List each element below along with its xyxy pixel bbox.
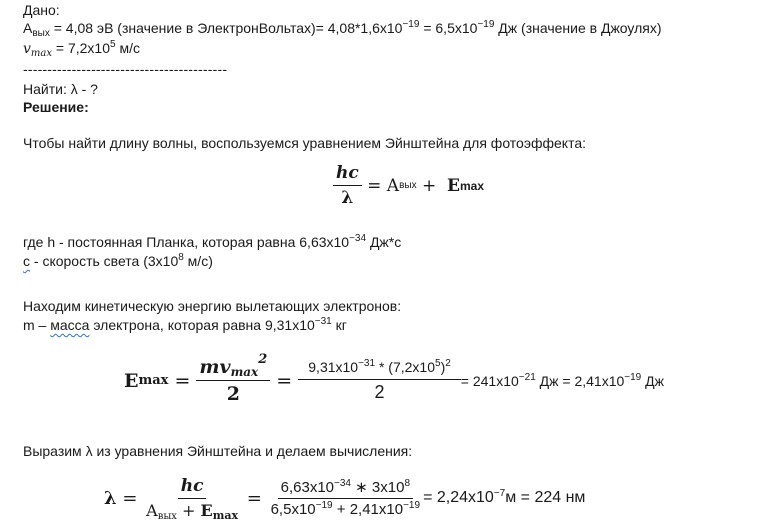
- einstein-a: A: [386, 175, 400, 196]
- einstein-e: E: [447, 175, 460, 196]
- kinetic-den2: 2: [374, 381, 385, 402]
- work-function-line: [23, 20, 662, 37]
- given-heading: Дано:: [23, 2, 60, 18]
- intro-text: Чтобы найти длину волны, воспользуемся уравнением Эйнштейна для фотоэффекта:: [23, 135, 587, 151]
- wavelength-den1: [143, 499, 241, 520]
- wavelength-num2-exp2: 8: [404, 478, 410, 489]
- planck-line: [23, 234, 401, 251]
- wavelength-res-a: = 2,24x10: [423, 489, 494, 506]
- kinetic-fraction2: [298, 359, 461, 403]
- wavelength-equals2: =: [241, 487, 268, 509]
- wavelength-num2-b: ∗ 3x10: [351, 479, 405, 496]
- wavelength-den2-a: 6,5x10: [270, 501, 316, 518]
- mass-dash: –: [34, 317, 51, 333]
- kinetic-den1: 2: [226, 383, 240, 405]
- kinetic-num1-mv: mv: [199, 356, 231, 378]
- kinetic-equals2: =: [270, 369, 299, 392]
- c-text1: - скорость света (3x10: [30, 253, 179, 269]
- einstein-numerator: hc: [333, 163, 362, 186]
- c-symbol: c: [23, 253, 30, 269]
- mass-word: масса: [50, 317, 90, 333]
- wavelength-den1-a: A: [146, 501, 158, 520]
- velocity-text1: = 7,2x10: [52, 40, 111, 56]
- kinetic-equation: E max = $\frac{mv_{max}^2}{2}$ = $\frac{9,31x10^{-31} * (7,2x10^5)^2}{2}$ = $241x10^{-21}$ Дж = $2,41x10^{-19}$ Дж: [124, 352, 664, 405]
- mass-line: [23, 317, 347, 334]
- kinetic-num1-sub: max: [230, 365, 259, 379]
- kinetic-num1-exp: 2: [258, 352, 268, 367]
- wavelength-den2: [268, 499, 423, 518]
- mass-exp: −31: [314, 316, 332, 327]
- wavelength-res-exp: −7: [493, 488, 506, 499]
- velocity-symbol: v: [23, 41, 31, 57]
- planck-exp: −34: [349, 233, 367, 244]
- kinetic-res2-b: Дж: [641, 372, 664, 389]
- velocity-text2: м/с: [115, 40, 140, 56]
- find-line: Найти: λ - ?: [23, 81, 98, 97]
- wavelength-fraction1: [143, 476, 241, 520]
- mass-symbol: m: [23, 317, 35, 333]
- dash-separator: ------------------------------------------: [23, 61, 228, 77]
- kinetic-num2-exp2: 5: [435, 357, 441, 369]
- awork-exp2: −19: [477, 19, 495, 30]
- kinetic-num1: [196, 352, 270, 381]
- wavelength-fraction2: [268, 478, 423, 518]
- c-text2: м/с): [183, 253, 213, 269]
- wavelength-den1-e: E: [200, 501, 213, 520]
- kinetic-e: E: [124, 369, 139, 392]
- wavelength-den1-a-sub: вых: [157, 511, 177, 522]
- velocity-exp: 5: [110, 39, 116, 50]
- kinetic-equals1: =: [168, 369, 197, 392]
- kinetic-num2-exp3: 2: [445, 357, 451, 369]
- kinetic-num2-c: ): [440, 358, 446, 375]
- wavelength-num1: hc: [178, 476, 207, 499]
- wavelength-den2-b: + 2,41x10: [332, 501, 404, 518]
- planck-text1: где h - постоянная Планка, которая равна 6,63x10: [23, 234, 350, 250]
- awork-text3: Дж (значение в Джоулях): [494, 20, 662, 36]
- kinetic-res1-exp: −21: [518, 371, 536, 383]
- express-text: Выразим λ из уравнения Эйнштейна и делаем вычисления:: [23, 443, 413, 459]
- mass-text1: электрона, которая равна 9,31x10: [89, 317, 315, 333]
- wavelength-den1-plus: +: [176, 501, 201, 520]
- kinetic-num2-exp: −31: [358, 357, 376, 369]
- einstein-fraction: [333, 163, 362, 208]
- planck-text2: Дж*с: [366, 234, 402, 250]
- einstein-equation: $\frac{hc}{\lambda}$ = A вых + E max: [333, 163, 484, 208]
- wavelength-equals1: =: [116, 487, 144, 509]
- kinetic-result: [461, 373, 664, 389]
- light-speed-line: [23, 253, 213, 270]
- wavelength-num2-a: 6,63x10: [280, 479, 335, 496]
- einstein-equals: =: [361, 175, 387, 196]
- wavelength-den1-e-sub: max: [212, 509, 239, 522]
- kinetic-num2-a: 9,31x10: [308, 358, 359, 375]
- awork-text1: = 4,08 эВ (значение в ЭлектронВольтах)= 4,08*1,6x10: [49, 20, 403, 36]
- velocity-line: [23, 40, 140, 58]
- c-exp: 8: [178, 252, 184, 263]
- wavelength-den2-exp2: −19: [403, 500, 421, 511]
- awork-text2: = 6,5x10: [419, 20, 478, 36]
- kinetic-res2-exp: −19: [624, 371, 642, 383]
- einstein-plus: +: [416, 175, 448, 196]
- wavelength-lambda: λ: [104, 487, 117, 509]
- wavelength-result: [423, 489, 585, 507]
- awork-sub: вых: [32, 28, 50, 39]
- wavelength-den2-exp: −19: [315, 500, 333, 511]
- wavelength-equation: [104, 476, 585, 520]
- einstein-denominator: λ: [341, 188, 354, 208]
- mass-text2: кг: [331, 317, 347, 333]
- wavelength-res-b: м = 224 нм: [505, 489, 586, 506]
- solution-heading: Решение:: [23, 99, 89, 115]
- kinetic-intro: Находим кинетическую энергию вылетающих электронов:: [23, 298, 402, 314]
- wavelength-num2: [278, 478, 413, 499]
- kinetic-res1-b: Дж = 2,41x10: [535, 372, 625, 389]
- velocity-sub: max: [30, 48, 53, 59]
- awork-exp1: −19: [402, 19, 420, 30]
- kinetic-num2-b: * (7,2x10: [375, 358, 435, 375]
- awork-symbol: A: [23, 20, 33, 36]
- kinetic-fraction1: [196, 352, 270, 405]
- kinetic-res1: = 241x10: [460, 372, 519, 389]
- wavelength-num2-exp: −34: [334, 478, 351, 489]
- kinetic-num2: [298, 359, 461, 380]
